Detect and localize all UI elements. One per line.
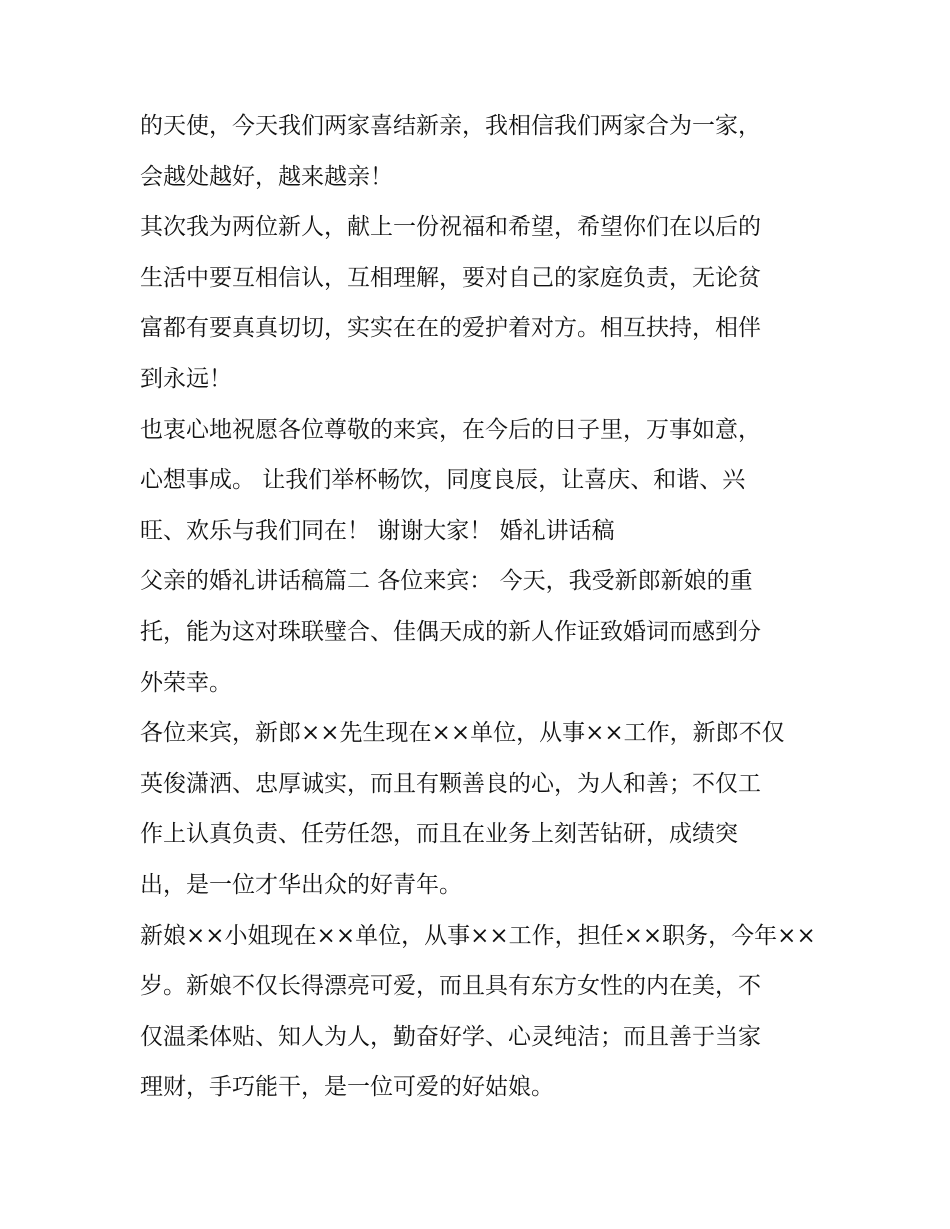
text-line: 各位来宾，新郎××先生现在××单位，从事××工作，新郎不仅	[140, 720, 785, 747]
document-body	[140, 101, 830, 1113]
text-line: 托，能为这对珠联璧合、佳偶天成的新人作证致婚词而感到分	[140, 618, 761, 645]
text-line: 富都有要真真切切，实实在在的爱护着对方。相互扶持，相伴	[140, 315, 761, 342]
text-line: 岁。新娘不仅长得漂亮可爱，而且具有东方女性的内在美，不	[140, 973, 761, 1000]
text-line: 外荣幸。	[140, 669, 232, 696]
text-line: 理财，手巧能干，是一位可爱的好姑娘。	[140, 1074, 554, 1101]
text-line: 仅温柔体贴、知人为人，勤奋好学、心灵纯洁；而且善于当家	[140, 1023, 761, 1050]
text-line: 也衷心地祝愿各位尊敬的来宾，在今后的日子里，万事如意，	[140, 416, 761, 443]
text-line: 其次我为两位新人，献上一份祝福和希望，希望你们在以后的	[140, 214, 761, 241]
text-line: 新娘××小姐现在××单位，从事××工作，担任××职务，今年××	[140, 922, 816, 949]
text-line: 出，是一位才华出众的好青年。	[140, 871, 462, 898]
text-line: 生活中要互相信认，互相理解，要对自己的家庭负责，无论贫	[140, 264, 761, 291]
text-line: 到永远！	[140, 365, 232, 392]
text-line: 心想事成。 让我们举杯畅饮，同度良辰，让喜庆、和谐、兴	[140, 467, 746, 494]
text-line: 作上认真负责、任劳任怨，而且在业务上刻苦钻研，成绩突	[140, 821, 738, 848]
text-line: 的天使，今天我们两家喜结新亲，我相信我们两家合为一家，	[140, 113, 761, 139]
text-line: 会越处越好，越来越亲！	[140, 163, 393, 190]
text-line: 旺、欢乐与我们同在！ 谢谢大家！ 婚礼讲话稿	[140, 517, 615, 544]
text-line: 英俊潇洒、忠厚诚实，而且有颗善良的心，为人和善；不仅工	[140, 770, 761, 797]
text-line: 父亲的婚礼讲话稿篇二 各位来宾： 今天，我受新郎新娘的重	[140, 568, 753, 595]
